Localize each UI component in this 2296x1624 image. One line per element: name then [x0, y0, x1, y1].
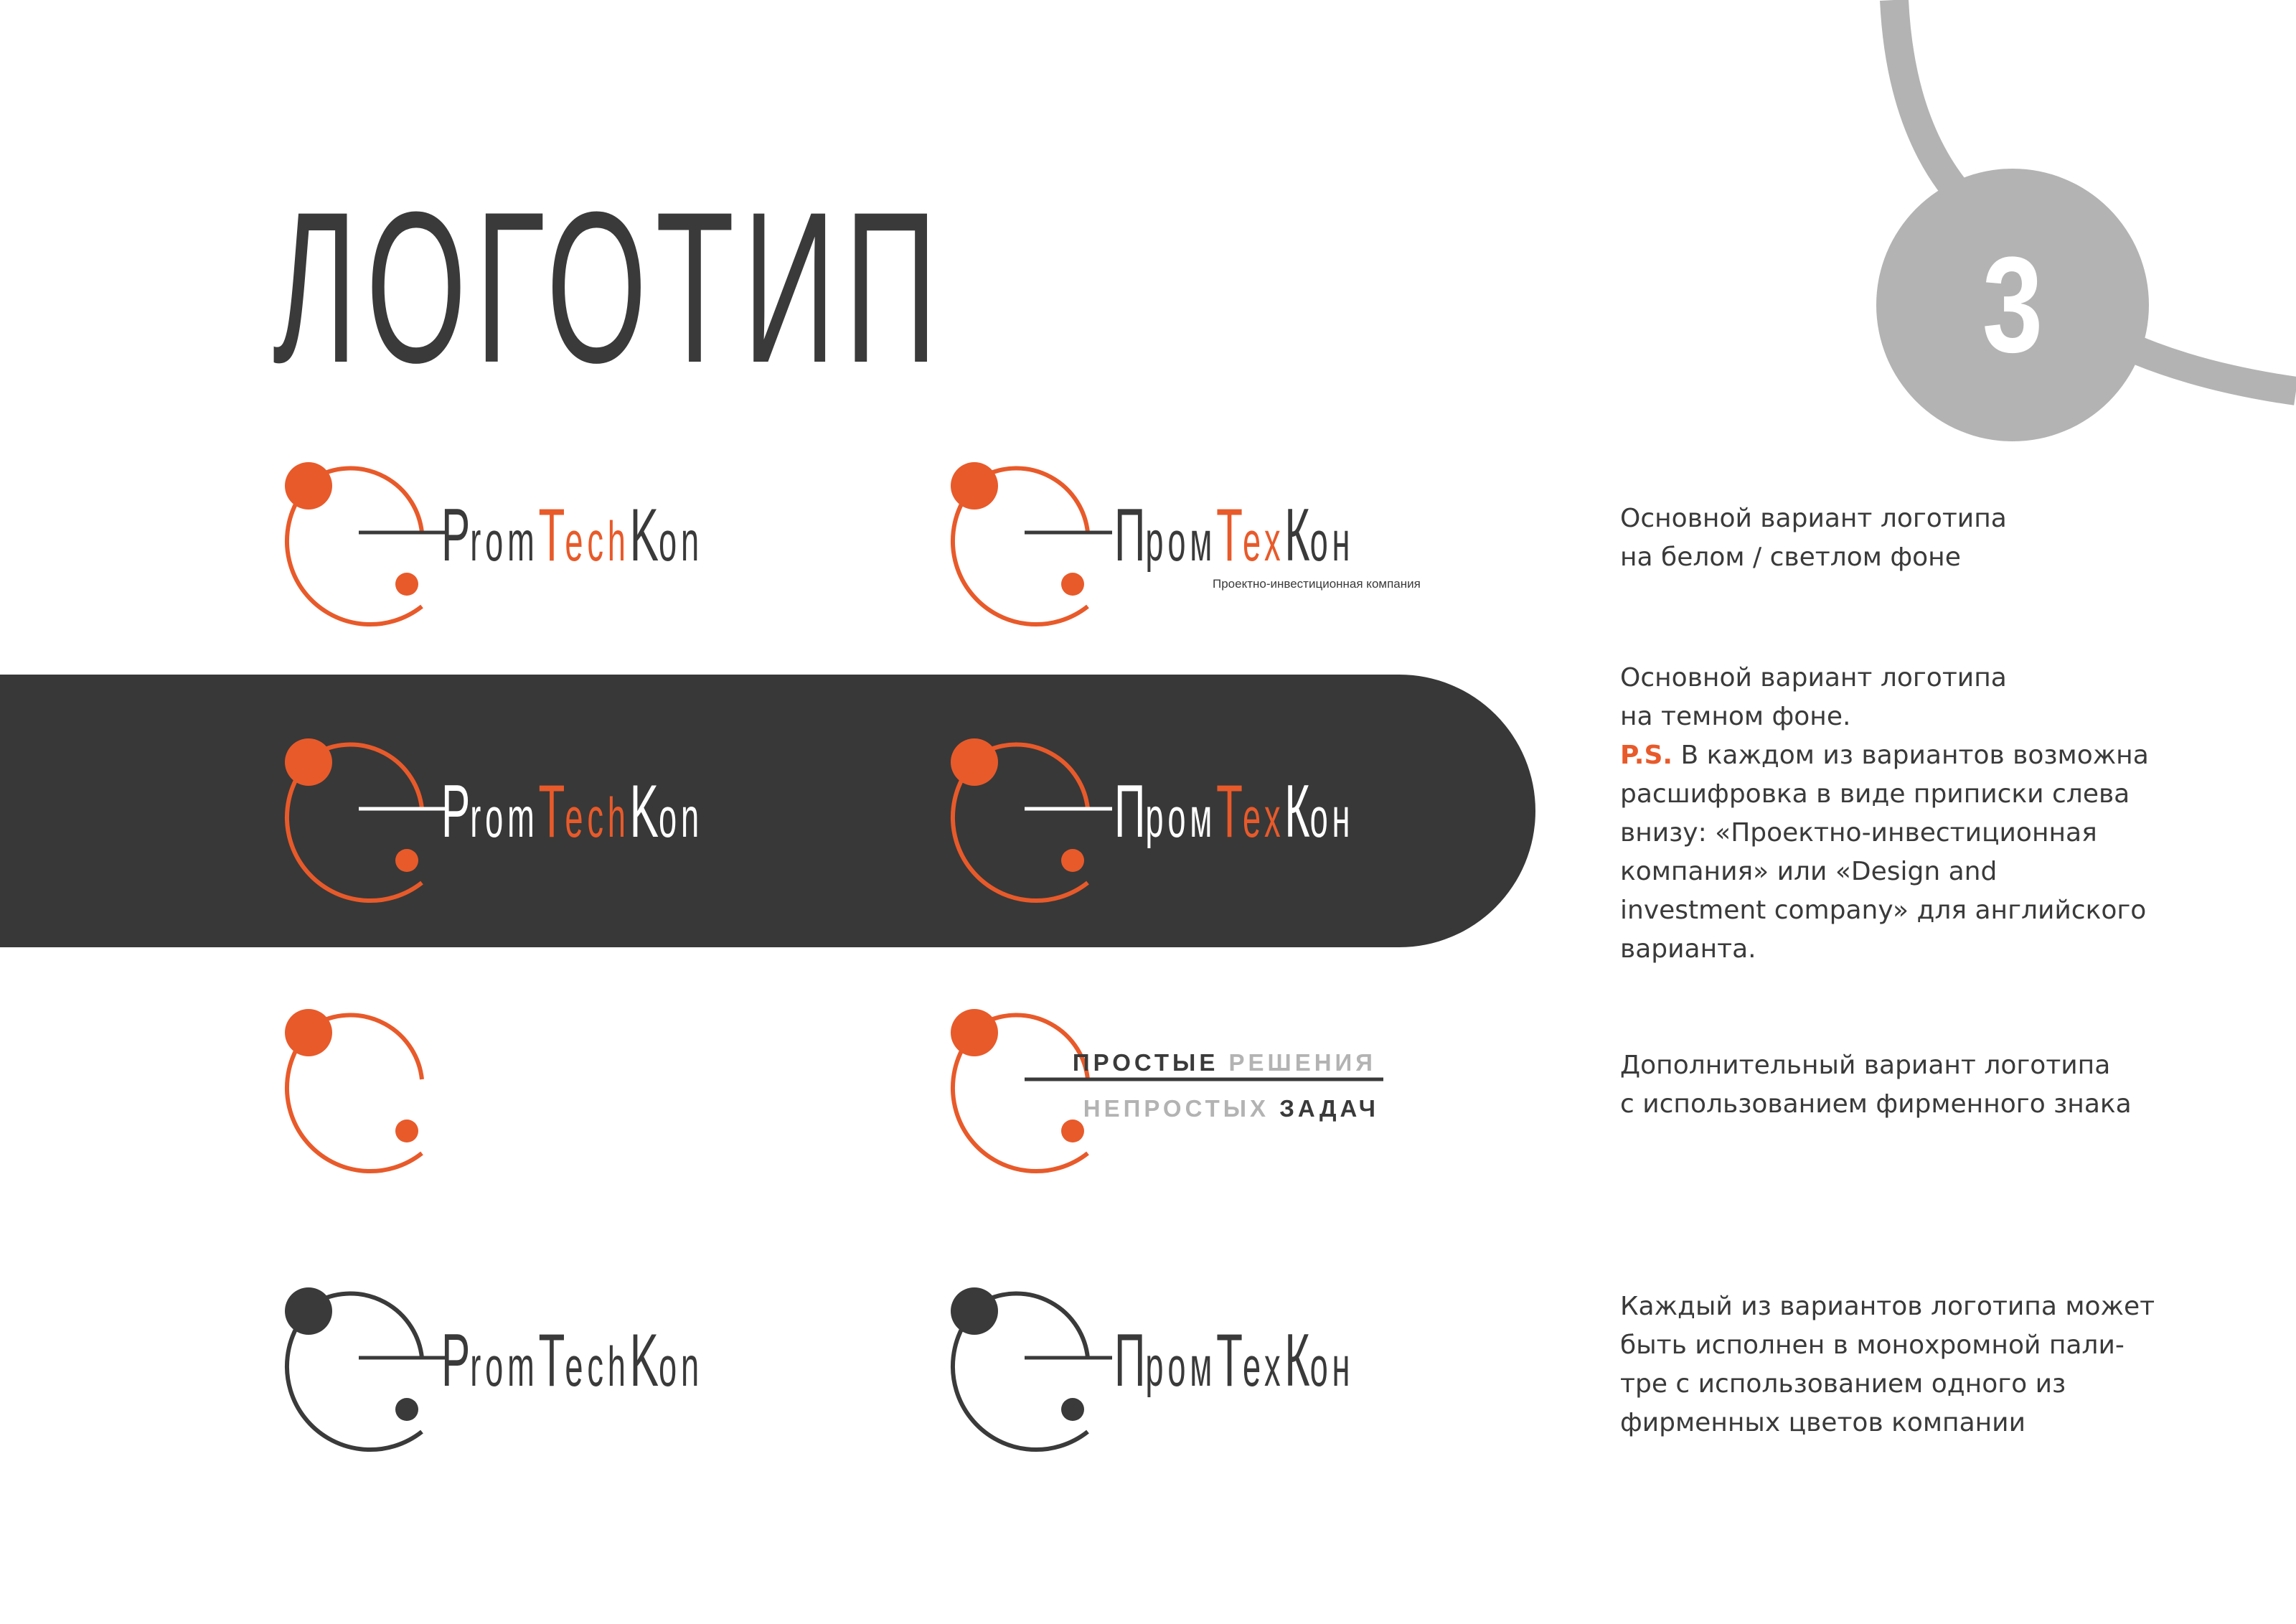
logo-latin-light — [280, 459, 768, 617]
slogan-line-2: НЕПРОСТЫХ ЗАДАЧ — [1083, 1095, 1379, 1122]
slogan-line-1: ПРОСТЫЕ РЕШЕНИЯ — [1072, 1049, 1376, 1076]
description-line: варианта. — [1620, 934, 1756, 964]
page-number: 3 — [1982, 229, 2043, 381]
description-line: расшифровка в виде приписки слева — [1620, 779, 2130, 809]
brand-mark-icon — [946, 1006, 1434, 1164]
ps-label: P.S. — [1620, 741, 1673, 770]
logo-subcaption: Проектно-инвестиционная компания — [1213, 577, 1421, 591]
logo-cyrillic-dark — [946, 736, 1434, 893]
description-line: тре с использованием одного из — [1620, 1369, 2066, 1399]
description-line: быть исполнен в монохромной пали- — [1620, 1330, 2125, 1360]
brand-mark-icon — [280, 1006, 466, 1164]
description-line: на темном фоне. — [1620, 702, 1851, 731]
description-brand-sign — [1620, 1046, 2165, 1124]
description-line: с использованием фирменного знака — [1620, 1089, 2132, 1119]
description-light-background — [1620, 499, 2165, 577]
description-line: компания» или «Design and — [1620, 857, 1998, 886]
wordmark: PromTechKon — [441, 1319, 703, 1402]
logo-latin-mono — [280, 1285, 768, 1442]
description-line: внизу: «Проектно-инвестиционная — [1620, 818, 2097, 848]
logo-latin-dark — [280, 736, 768, 893]
description-dark-background — [1620, 659, 2165, 969]
wordmark: ПромТехКон — [1114, 770, 1355, 853]
description-line: Основной вариант логотипа — [1620, 504, 2007, 533]
description-line: investment company» для английского — [1620, 896, 2147, 925]
logo-cyrillic-mono — [946, 1285, 1434, 1442]
description-line: Дополнительный вариант логотипа — [1620, 1051, 2111, 1080]
description-line: на белом / светлом фоне — [1620, 543, 1961, 572]
page-title: ЛОГОТИП — [273, 166, 946, 408]
wordmark: ПромТехКон — [1114, 494, 1355, 577]
logo-cyrillic-light — [946, 459, 1434, 617]
description-line: Каждый из вариантов логотипа может — [1620, 1292, 2155, 1321]
wordmark: PromTechKon — [441, 770, 703, 853]
description-line: фирменных цветов компании — [1620, 1408, 2026, 1437]
brand-sign — [280, 1006, 466, 1164]
wordmark: ПромТехКон — [1114, 1319, 1355, 1402]
wordmark: PromTechKon — [441, 494, 703, 577]
description-monochrome — [1620, 1287, 2165, 1442]
description-line: P.S. В каждом из вариантов возможна — [1620, 741, 2149, 770]
brand-sign-with-slogan — [946, 1006, 1434, 1164]
description-line: Основной вариант логотипа — [1620, 663, 2007, 693]
